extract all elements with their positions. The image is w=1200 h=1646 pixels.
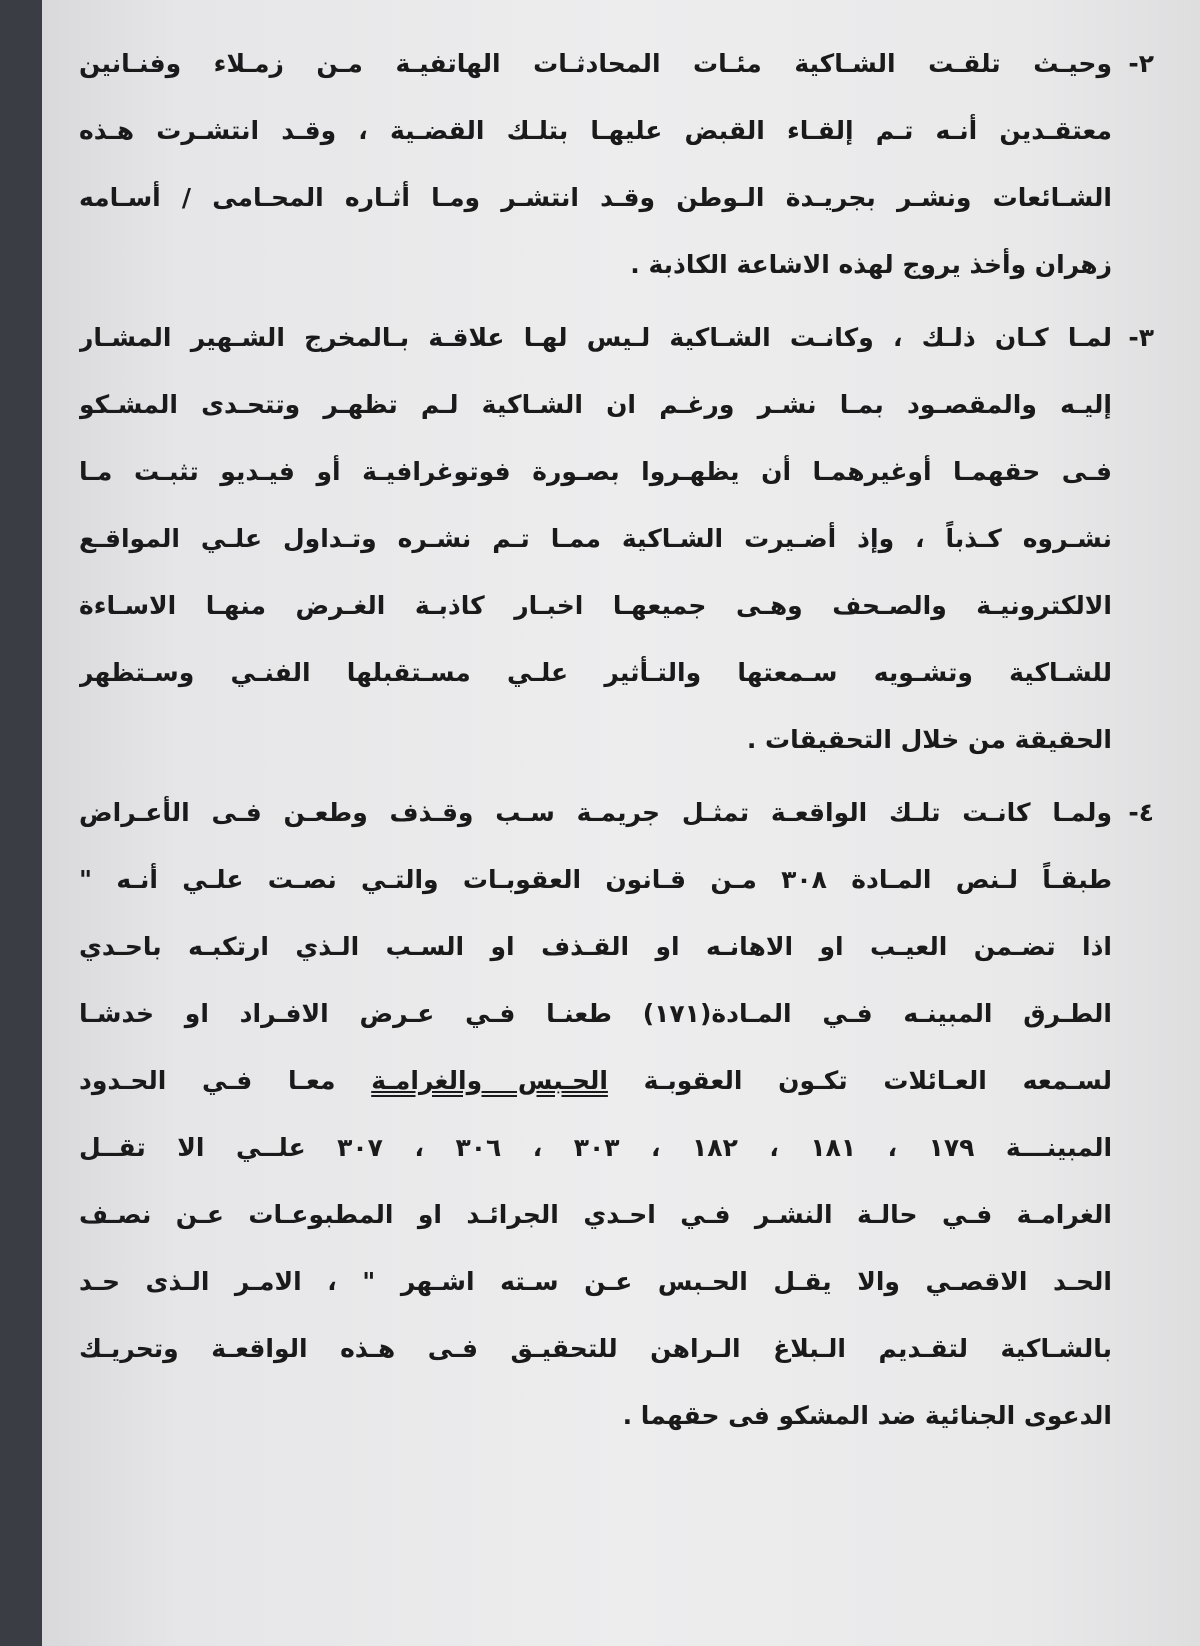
text-line: معتقـدين أنـه تـم إلقـاء القبض عليهـا بتلـك القضـية ، وقـد انتشـرت هـذه [79,116,1112,145]
text-line: المبينـــة ١٧٩ ، ١٨١ ، ١٨٢ ، ٣٠٣ ، ٣٠٦ ، ٣٠٧ علــي الا تقــل [79,1133,1112,1162]
paragraph-number: ٤- [1128,798,1154,827]
text-line: اذا تضـمن العيـب او الاهانـه او القـذف او السـب الـذي ارتكبـه باحـدي [79,932,1112,961]
paragraph-2 [79,30,1154,298]
paragraph-3 [79,304,1154,773]
text-line: الحـد الاقصـي والا يقـل الحـبس عـن سـته اشـهر " ، الامـر الـذى حـد [79,1267,1112,1296]
text-line: لمـا كـان ذلـك ، وكانـت الشـاكية لـيس لهـا علاقـة بـالمخرج الشـهير المشـار [79,323,1112,352]
text-line: الالكترونيـة والصـحف وهـى جميعهـا اخبـار كاذبـة الغـرض منهـا الاسـاءة [79,591,1112,620]
text-line: الحقيقة من خلال التحقيقات . [746,725,1112,754]
text-line: نشـروه كـذباً ، وإذ أضـيرت الشـاكية ممـا تـم نشـره وتـداول علـي المواقـع [79,524,1112,553]
text-line: ولمـا كانـت تلـك الواقعـة تمثـل جريمـة سـب وقـذف وطعـن فـى الأعـراض [79,798,1112,827]
underlined-penalty-text: الحـبس والغرامـة [371,1066,608,1095]
paragraph-number: ٣- [1128,323,1154,352]
text-line: الدعوى الجنائية ضد المشكو فى حقهما . [622,1401,1112,1430]
text-line: بالشـاكية لتقـديم الـبلاغ الـراهن للتحقيـق فـى هـذه الواقعـة وتحريـك [79,1334,1112,1363]
text-line: طبقـاً لـنص المـادة ٣٠٨ مـن قـانون العقوبـات والتـي نصـت علـي أنـه " [79,865,1112,894]
document-body [79,30,1154,1455]
text-line-with-underline [79,1047,1112,1114]
text-line: إليـه والمقصـود بمـا نشـر ورغـم ان الشـاكية لـم تظهـر وتتحـدى المشـكو [79,390,1112,419]
text-line: فـى حقهمـا أوغيرهمـا أن يظهـروا بصـورة فوتوغرافيـة أو فيـديو تثبـت مـا [79,457,1112,486]
paragraph-4 [79,779,1154,1449]
document-page [42,0,1200,1646]
text-segment: معـا فـي الحـدود [79,1066,372,1095]
text-line: الطـرق المبينـه فـي المـادة(١٧١) طعنـا فـي عـرض الافـراد او خدشـا [79,999,1112,1028]
text-segment: لسـمعه العـائلات تكـون العقوبـة [607,1066,1112,1095]
text-line: الشـائعات ونشـر بجريـدة الـوطن وقـد انتشـر ومـا أثـاره المحـامى / أسـامه [79,183,1112,212]
text-line: الغرامـة فـي حالـة النشـر فـي احـدي الجرائـد او المطبوعـات عـن نصـف [79,1200,1112,1229]
text-line: وحيـث تلقـت الشـاكية مئـات المحادثـات الهاتفيـة مـن زمـلاء وفنـانين [79,49,1112,78]
paragraph-number: ٢- [1128,49,1154,78]
text-line: زهران وأخذ يروج لهذه الاشاعة الكاذبة . [630,250,1112,279]
text-line: للشـاكية وتشـويه سـمعتها والتـأثير علـي مسـتقبلها الفنـي وسـتظهر [79,658,1112,687]
